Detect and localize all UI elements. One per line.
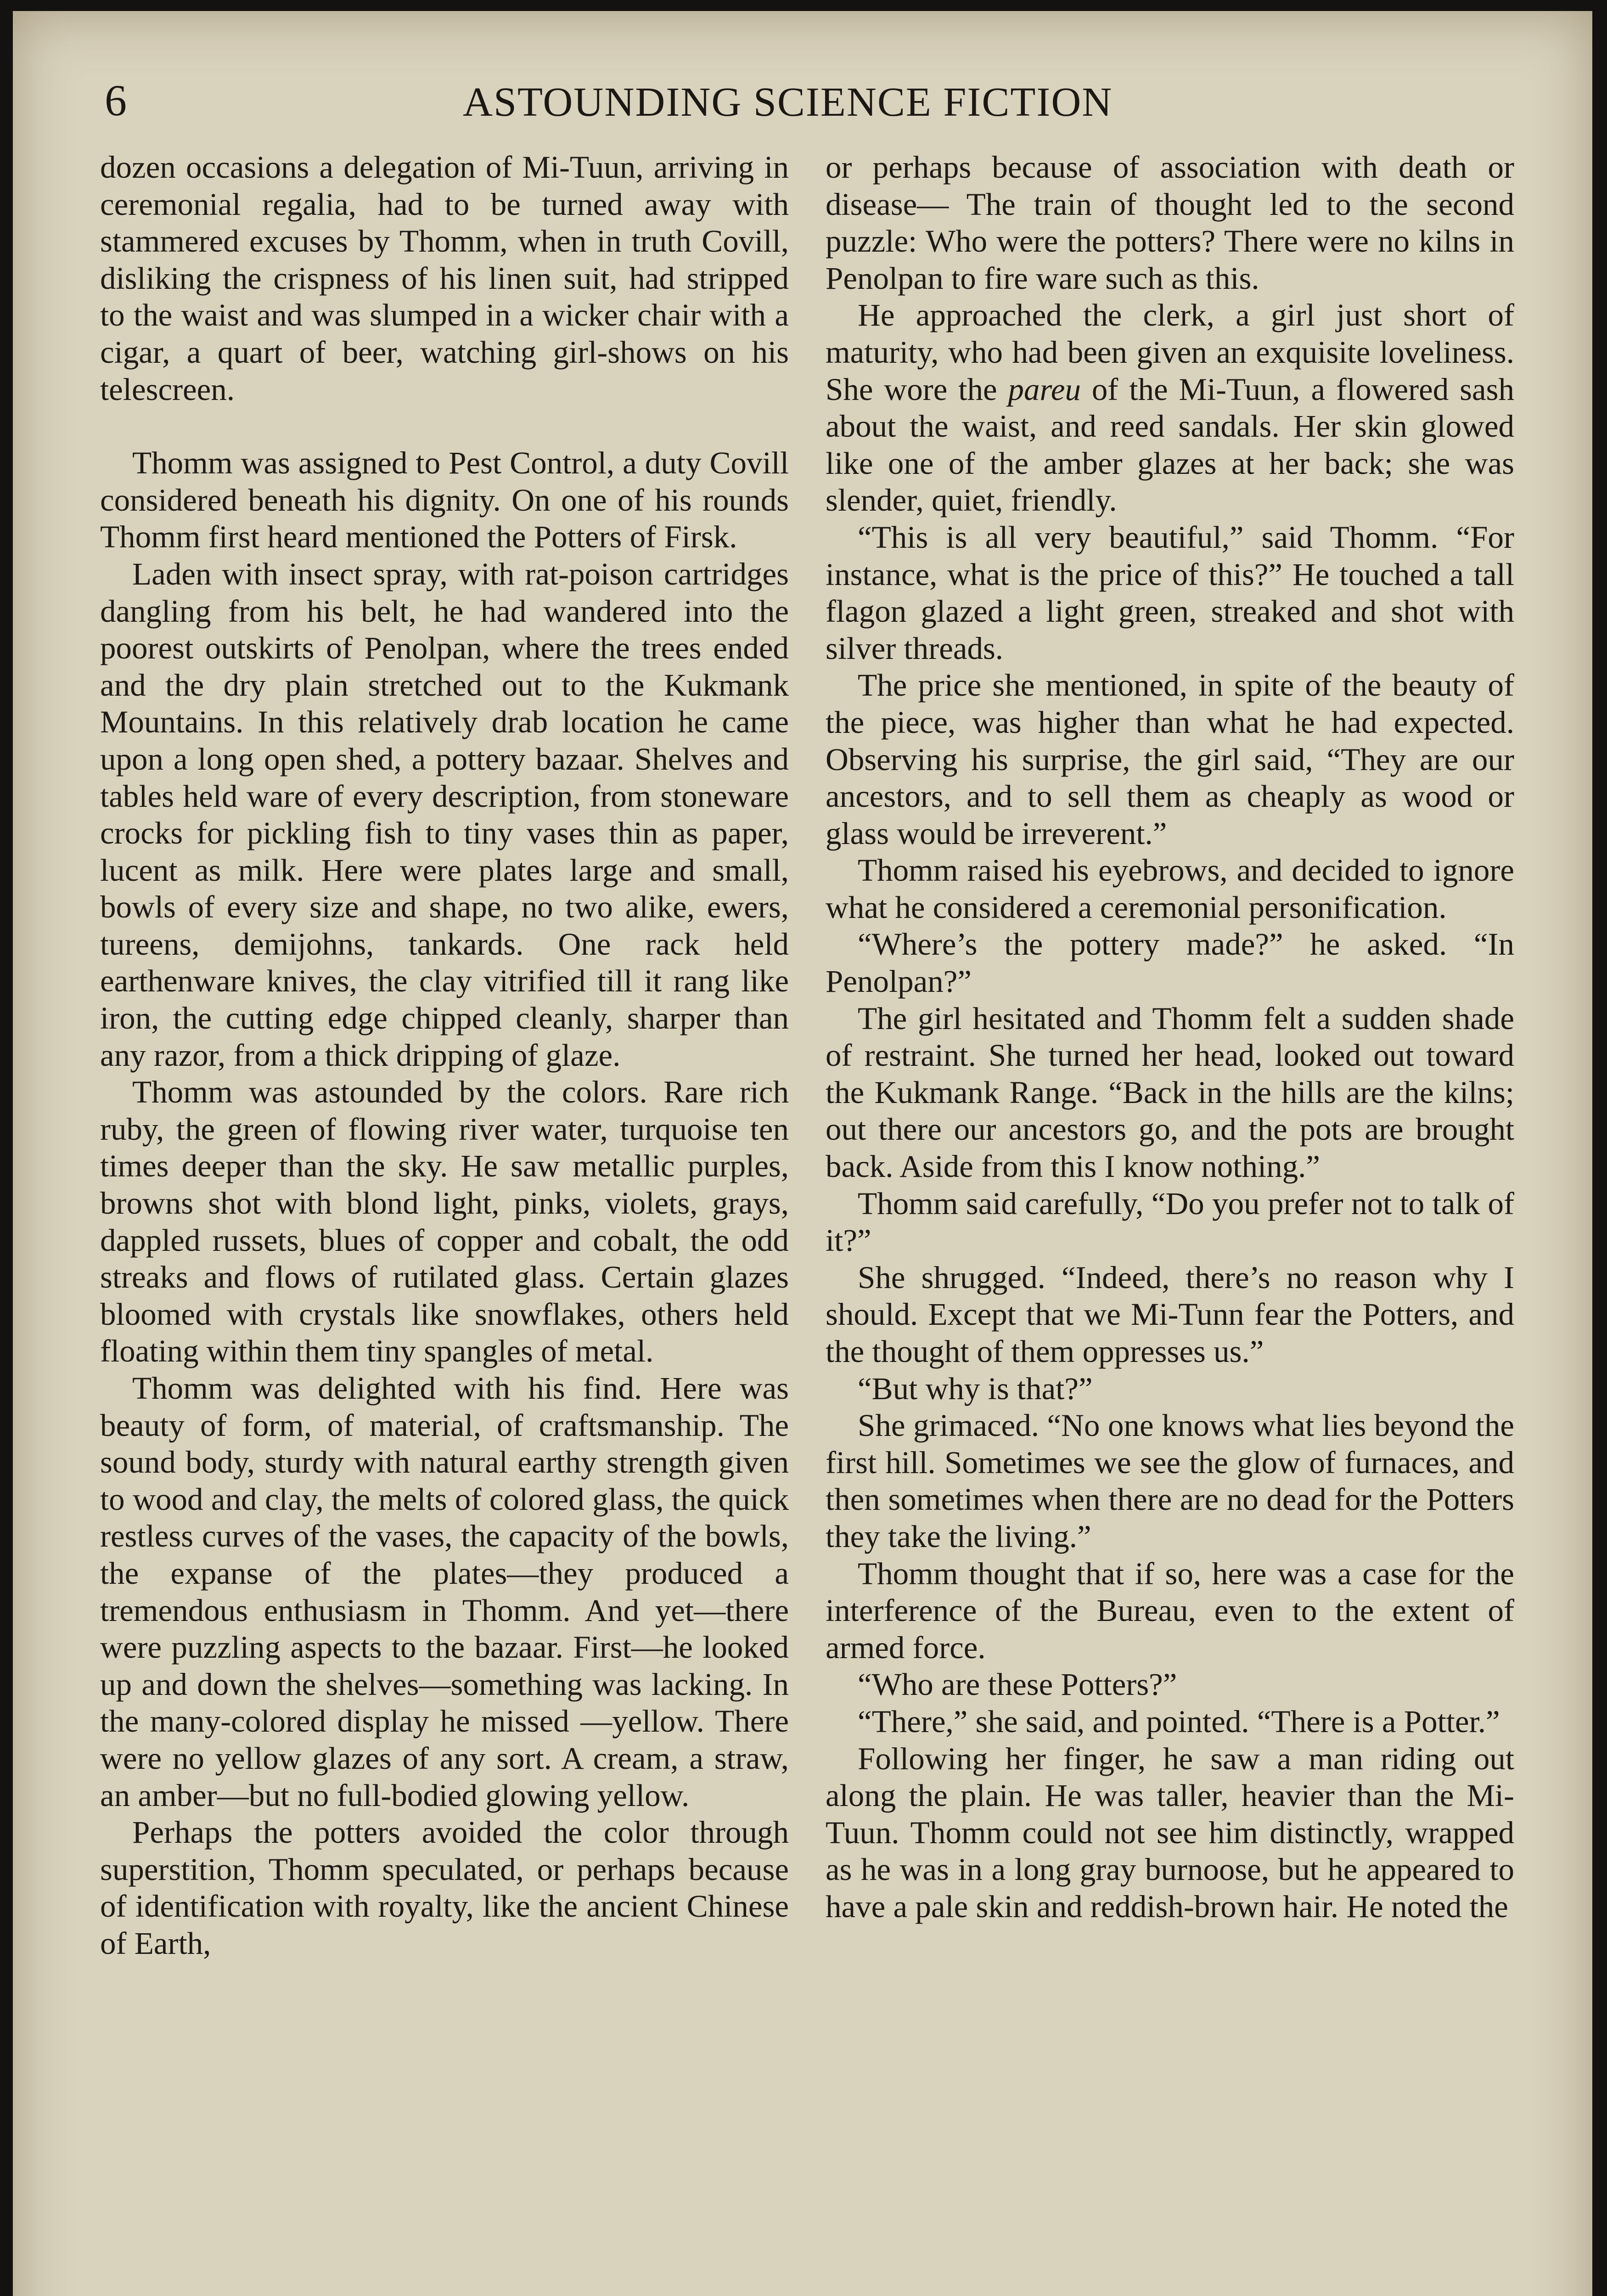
paragraph: Laden with insect spray, with rat-poison cartridges dangling from his belt, he had wandered into the poorest outskirts of Penolpan, where the trees ended and the dry plain stretched out to the Kukmank Mountains. In this relatively drab location he came upon a long open shed, a pottery bazaar. Shelves and tables held ware of every description, from stoneware crocks for pickling fish to tiny vases thin as paper, lucent as milk. Here were plates large and small, bowls of every size and shape, no two alike, ewers, tureens, demijohns, tankards. One rack held earthenware knives, the clay vitrified till it rang like iron, the cutting edge chipped cleanly, sharper than any razor, from a thick dripping of glaze. — [100, 556, 789, 1073]
paragraph: Thomm said carefully, “Do you prefer not to talk of it?” — [826, 1186, 1514, 1258]
magazine-page — [13, 11, 1592, 2296]
page-number: 6 — [105, 76, 127, 125]
paragraph: Thomm thought that if so, here was a case for the interference of the Bureau, even to the extent of armed force. — [826, 1556, 1514, 1665]
paragraph-text: He approached the clerk, a girl just short of maturity, who had been given an exquisite loveliness. She wore the — [826, 298, 1514, 407]
paragraph: Following her finger, he saw a man riding out along the plain. He was taller, heavier than the Mi-Tuun. Thomm could not see him distinctly, wrapped as he was in a long gray burnoose, but he appeared to have a pale skin and reddish-brown hair. He noted the — [826, 1741, 1514, 1924]
paragraph: or perhaps because of association with death or disease— The train of thought led to the second puzzle: Who were the potters? There were no kilns in Penolpan to fire ware such as this. — [826, 150, 1514, 296]
right-column — [826, 149, 1514, 1925]
running-head: ASTOUNDING SCIENCE FICTION — [463, 79, 1113, 125]
paragraph: dozen occasions a delegation of Mi-Tuun, arriving in ceremonial regalia, had to be turned away with stammered excuses by Thomm, when in truth Covill, disliking the crispness of his linen suit, had stripped to the waist and was slumped in a wicker chair with a cigar, a quart of beer, watching girl-shows on his telescreen. — [100, 150, 789, 407]
paragraph: “Who are these Potters?” — [858, 1667, 1177, 1702]
paragraph: She grimaced. “No one knows what lies beyond the first hill. Sometimes we see the glow of furnaces, and then sometimes when there are no dead for the Potters they take the living.” — [826, 1408, 1514, 1554]
paragraph: Thomm raised his eyebrows, and decided to ignore what he considered a ceremonial personification. — [826, 853, 1514, 925]
paragraph: Perhaps the potters avoided the color through superstition, Thomm speculated, or perhaps because of identification with royalty, like the ancient Chinese of Earth, — [100, 1815, 789, 1961]
paragraph: Thomm was astounded by the colors. Rare rich ruby, the green of flowing river water, turquoise ten times deeper than the sky. He saw metallic purples, browns shot with blond light, pinks, violets, grays, dappled russets, blues of copper and cobalt, the odd streaks and flows of rutilated glass. Certain glazes bloomed with crystals like snowflakes, others held floating within them tiny spangles of metal. — [100, 1075, 789, 1369]
page-header — [13, 75, 1592, 126]
left-column — [100, 149, 789, 1962]
paragraph: “There,” she said, and pointed. “There is a Potter.” — [858, 1704, 1500, 1739]
paragraph: The price she mentioned, in spite of the beauty of the piece, was higher than what he had expected. Observing his surprise, the girl said, “They are our ancestors, and to sell them as cheaply as wood or glass would be irreverent.” — [826, 668, 1514, 851]
paragraph: “This is all very beautiful,” said Thomm. “For instance, what is the price of this?” He touched a tall flagon glazed a light green, streaked and shot with silver threads. — [826, 519, 1514, 666]
paragraph-text: of the Mi-Tuun, a flowered sash about the waist, and reed sandals. Her skin glowed like one of the amber glazes at her back; she was slender, quiet, friendly. — [826, 371, 1514, 518]
paragraph: “Where’s the pottery made?” he asked. “In Penolpan?” — [826, 927, 1514, 999]
paragraph: Thomm was delighted with his find. Here was beauty of form, of material, of craftsmanship. The sound body, sturdy with natural earthy strength given to wood and clay, the melts of colored glass, the quick restless curves of the vases, the capacity of the bowls, the expanse of the plates—they produced a tremendous enthusiasm in Thomm. And yet—there were puzzling aspects to the bazaar. First—he looked up and down the shelves—something was lacking. In the many-colored display he missed —yellow. There were no yellow glazes of any sort. A cream, a straw, an amber—but no full-bodied glowing yellow. — [100, 1371, 789, 1813]
paragraph — [826, 297, 1514, 519]
italic-term: pareu — [1008, 371, 1081, 407]
paragraph: The girl hesitated and Thomm felt a sudden shade of restraint. She turned her head, looked out toward the Kukmank Range. “Back in the hills are the kilns; out there our ancestors go, and the pots are brought back. Aside from this I know nothing.” — [826, 1001, 1514, 1184]
paragraph: “But why is that?” — [858, 1371, 1093, 1406]
paragraph: Thomm was assigned to Pest Control, a duty Covill considered beneath his dignity. On one of his rounds Thomm first heard mentioned the Potters of Firsk. — [100, 445, 789, 555]
paragraph: She shrugged. “Indeed, there’s no reason why I should. Except that we Mi-Tunn fear the Potters, and the thought of them oppresses us.” — [826, 1260, 1514, 1369]
